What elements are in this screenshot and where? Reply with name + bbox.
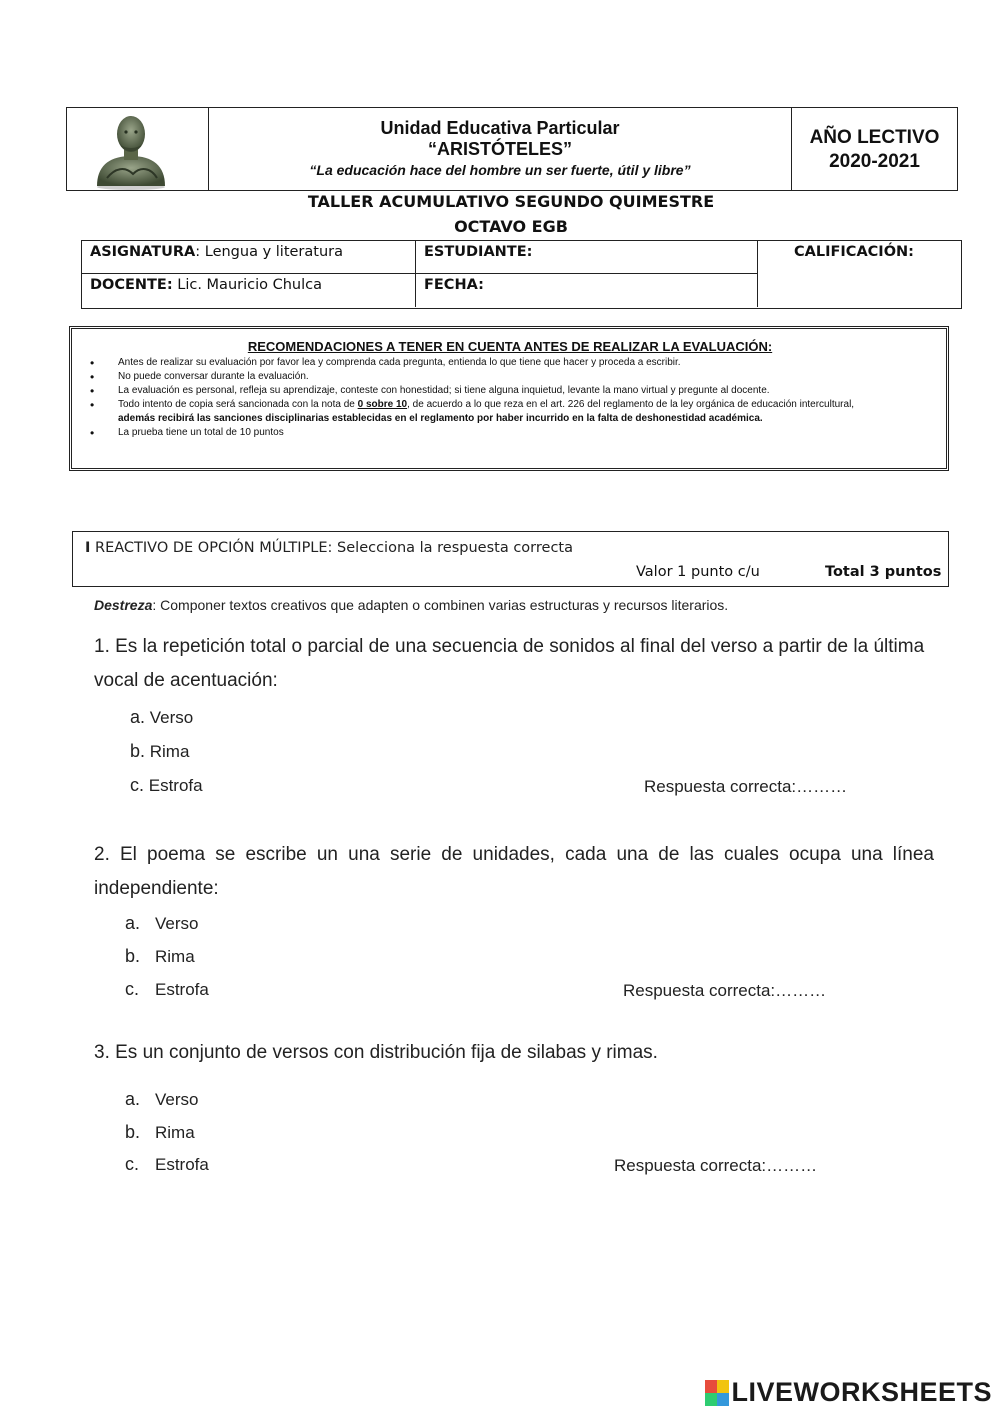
- badge-square: [717, 1393, 729, 1406]
- aristotle-bust-icon: [67, 108, 208, 190]
- question-3-answer-field[interactable]: Respuesta correcta:………: [614, 1156, 818, 1175]
- grade-title: OCTAVO EGB: [454, 217, 568, 236]
- school-info: [209, 108, 792, 190]
- option-text: Verso: [155, 1090, 199, 1109]
- option-text: Rima: [155, 1123, 195, 1142]
- question-1-answer-field[interactable]: Respuesta correcta:………: [644, 777, 848, 796]
- option-letter: c.: [125, 1154, 140, 1174]
- item4-score: 0 sobre 10: [357, 399, 408, 410]
- question-2-option-c[interactable]: [125, 979, 209, 1000]
- question-3-text: 3. Es un conjunto de versos con distribución fija de silabas y rimas.: [94, 1042, 658, 1063]
- option-text: Estrofa: [155, 980, 209, 999]
- subject-value: : Lengua y literatura: [195, 244, 343, 260]
- destreza-text: : Componer textos creativos que adapten o combinen varias estructuras y recursos literarios.: [152, 597, 729, 613]
- student-cell[interactable]: [416, 241, 758, 274]
- question-1-text: 1. Es la repetición total o parcial de una secuencia de sonidos al final del verso a partir de la última vocal de acentuación:: [94, 636, 925, 691]
- list-item: [86, 398, 934, 426]
- section-value: Valor 1 punto c/u: [636, 564, 760, 580]
- question-2-option-b[interactable]: [125, 946, 195, 967]
- school-name: Unidad Educativa Particular: [380, 118, 620, 138]
- recommendations-list: [86, 356, 934, 440]
- item4-text-a: Todo intento de copia será sancionada con la nota de: [118, 399, 358, 410]
- section-roman: I: [85, 540, 91, 556]
- destreza: [94, 597, 728, 613]
- option-text: Rima: [155, 947, 195, 966]
- list-item: • Antes de realizar su evaluación por favor lea y comprenda cada pregunta, entienda lo que tiene que hacer y proceda a escribir.: [86, 356, 934, 370]
- date-label: FECHA:: [424, 277, 484, 293]
- option-text: Rima: [149, 742, 190, 761]
- destreza-label: Destreza: [94, 597, 153, 613]
- question-1-option-c[interactable]: [130, 775, 203, 796]
- grade-label: CALIFICACIÓN:: [794, 244, 914, 260]
- badge-square: [705, 1380, 717, 1393]
- subject-cell: [82, 241, 416, 274]
- student-label: ESTUDIANTE:: [424, 244, 533, 260]
- section-title: [85, 540, 573, 556]
- item4-text-c: , de acuerdo a lo que reza en el art. 226 del reglamento de la ley orgánica de educación intercultural,: [407, 399, 855, 410]
- question-2-option-a[interactable]: [125, 913, 198, 934]
- student-info-table: [81, 240, 962, 309]
- option-letter: b.: [125, 1122, 141, 1142]
- grade-cell: [758, 241, 961, 307]
- recommendations-box: [69, 326, 949, 471]
- option-text: Estrofa: [155, 1155, 209, 1174]
- question-3-option-b[interactable]: [125, 1122, 195, 1143]
- list-item: • La prueba tiene un total de 10 puntos: [86, 426, 934, 440]
- logo-cell: [67, 108, 209, 190]
- question-2-answer-field[interactable]: Respuesta correcta:………: [623, 981, 827, 1000]
- section-header: [72, 531, 949, 587]
- brand-text: LIVEWORKSHEETS: [731, 1377, 992, 1407]
- liveworksheets-logo: [705, 1377, 992, 1408]
- liveworksheets-badge-icon: [705, 1380, 729, 1406]
- recommendations-title: RECOMENDACIONES A TENER EN CUENTA ANTES DE REALIZAR LA EVALUACIÓN:: [247, 339, 773, 354]
- option-letter: a.: [130, 707, 146, 727]
- question-1-option-a[interactable]: [130, 707, 193, 728]
- badge-square: [717, 1380, 729, 1393]
- option-text: Verso: [149, 708, 194, 727]
- option-letter: c.: [125, 979, 140, 999]
- badge-square: [705, 1393, 717, 1406]
- item4-text-d: además recibirá las sanciones disciplinarias establecidas en el reglamento por haber incurrido en la falta de deshonestidad académica.: [118, 413, 763, 424]
- date-cell[interactable]: [416, 274, 758, 307]
- year-value: 2020-2021: [829, 151, 920, 172]
- section-total: Total 3 puntos: [825, 564, 942, 580]
- school-title: “ARISTÓTELES”: [427, 139, 572, 159]
- question-1-option-b[interactable]: [130, 741, 189, 762]
- question-3-option-c[interactable]: [125, 1154, 209, 1175]
- option-letter: a.: [125, 1089, 141, 1109]
- school-motto: “La educación hace del hombre un ser fuerte, útil y libre”: [309, 162, 691, 178]
- year-label: AÑO LECTIVO: [809, 127, 940, 148]
- option-letter: b.: [125, 946, 141, 966]
- teacher-value: Lic. Mauricio Chulca: [172, 277, 322, 293]
- school-year: [792, 108, 957, 190]
- option-letter: c.: [130, 775, 145, 795]
- question-2-text: 2. El poema se escribe un una serie de unidades, cada una de las cuales ocupa una línea independiente:: [94, 844, 934, 899]
- teacher-cell: [82, 274, 416, 307]
- option-letter: b.: [130, 741, 146, 761]
- workshop-title: TALLER ACUMULATIVO SEGUNDO QUIMESTRE: [307, 192, 715, 211]
- list-item: • La evaluación es personal, refleja su aprendizaje, conteste con honestidad; si tiene alguna inquietud, levante la mano virtual y pregunte al docente.: [86, 384, 934, 398]
- option-letter: a.: [125, 913, 141, 933]
- option-text: Verso: [155, 914, 199, 933]
- list-item: • No puede conversar durante la evaluación.: [86, 370, 934, 384]
- option-text: Estrofa: [148, 776, 203, 795]
- subject-label: ASIGNATURA: [90, 244, 196, 260]
- section-title-text: REACTIVO DE OPCIÓN MÚLTIPLE: Selecciona la respuesta correcta: [90, 540, 573, 556]
- question-3-option-a[interactable]: [125, 1089, 198, 1110]
- teacher-label: DOCENTE:: [90, 277, 173, 293]
- header-table: [66, 107, 958, 191]
